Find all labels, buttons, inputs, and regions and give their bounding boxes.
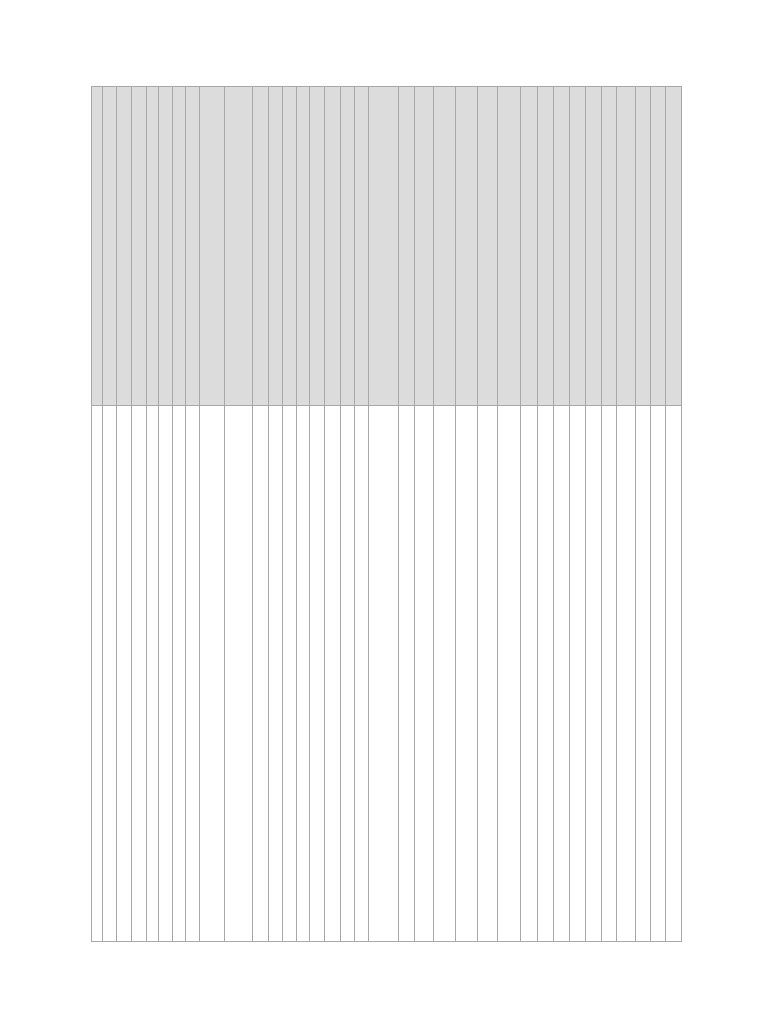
cell-pekerjaan-wali-pria <box>554 406 570 942</box>
cell-berat-badan <box>283 406 297 942</box>
cell-agama <box>310 406 325 942</box>
cell-nama-peserta <box>132 406 147 942</box>
column-header-nama-ibu <box>498 87 521 406</box>
column-header-pekerjaan-ayah <box>478 87 498 406</box>
column-header-nama-wali-wanita <box>570 87 586 406</box>
cell-akreditasi-pendidikan <box>399 406 415 942</box>
cell-tahun-lulus <box>355 406 369 942</box>
cell-nama-wali-wanita <box>570 406 586 942</box>
column-header-pendidikan-terakhir <box>325 87 341 406</box>
column-header-tinggi-badan <box>269 87 283 406</box>
cell-jenis-kelamin <box>186 406 200 942</box>
header-row <box>92 87 682 406</box>
column-header-suku <box>297 87 310 406</box>
column-header-jenis-kelamin <box>186 87 200 406</box>
column-header-nama-calon <box>200 87 225 406</box>
cell-mendaftar-ke <box>602 406 617 942</box>
cell-id <box>92 406 103 942</box>
column-header-pekerjaan-wali-pria <box>554 87 570 406</box>
column-header-nomor-daftar <box>147 87 159 406</box>
cell-prestasi-calon <box>617 406 636 942</box>
cell-ip-akses <box>651 406 666 942</box>
column-header-nomor-ktp <box>103 87 117 406</box>
cell-suku <box>297 406 310 942</box>
column-header-nilai-pendidikan <box>341 87 355 406</box>
column-header-asal-pendidikan <box>369 87 399 406</box>
table-row <box>92 406 682 942</box>
column-header-tempat-lahir <box>225 87 253 406</box>
cell-pekerjaan-ayah <box>478 406 498 942</box>
column-header-pekerjaan-ibu <box>521 87 538 406</box>
cell-nama-wali-pria <box>538 406 554 942</box>
cell-pendidikan-terakhir <box>325 406 341 942</box>
column-header-nama-ayah <box>456 87 478 406</box>
cell-nomor-ktp <box>103 406 117 942</box>
cell-asal-pendidikan <box>369 406 399 942</box>
cell-nama-ibu <box>498 406 521 942</box>
column-header-waktu-pendaftaran <box>636 87 651 406</box>
column-header-nomor-pendaftaran <box>117 87 132 406</box>
cell-tanggal-lahir <box>253 406 269 942</box>
column-header-akreditasi-pendidikan <box>399 87 415 406</box>
column-header-tahun-daftar <box>173 87 186 406</box>
cell-pekerjaan-ibu <box>521 406 538 942</box>
cell-notes <box>666 406 682 942</box>
cell-kode-pendaftaran <box>159 406 173 942</box>
cell-tinggi-badan <box>269 406 283 942</box>
cell-jurusan-pendidikan <box>434 406 456 942</box>
column-header-tahun-lulus <box>355 87 369 406</box>
column-header-kode-pendaftaran <box>159 87 173 406</box>
column-header-tanggal-lahir <box>253 87 269 406</box>
cell-tempat-lahir <box>225 406 253 942</box>
cell-nomor-pendaftaran <box>117 406 132 942</box>
cell-pekerjaan-wali-wanita <box>586 406 602 942</box>
column-header-prestasi-calon <box>617 87 636 406</box>
column-header-notes <box>666 87 682 406</box>
column-header-status-pendidikan <box>415 87 434 406</box>
column-header-id <box>92 87 103 406</box>
cell-nama-calon <box>200 406 225 942</box>
cell-tahun-daftar <box>173 406 186 942</box>
cell-status-pendidikan <box>415 406 434 942</box>
cell-nilai-pendidikan <box>341 406 355 942</box>
column-header-nama-wali-pria <box>538 87 554 406</box>
cell-nama-ayah <box>456 406 478 942</box>
column-header-agama <box>310 87 325 406</box>
cell-nomor-daftar <box>147 406 159 942</box>
column-header-ip-akses <box>651 87 666 406</box>
column-header-pekerjaan-wali-wanita <box>586 87 602 406</box>
data-table <box>91 86 682 942</box>
column-header-nama-peserta <box>132 87 147 406</box>
column-header-mendaftar-ke <box>602 87 617 406</box>
cell-waktu-pendaftaran <box>636 406 651 942</box>
column-header-berat-badan <box>283 87 297 406</box>
column-header-jurusan-pendidikan <box>434 87 456 406</box>
